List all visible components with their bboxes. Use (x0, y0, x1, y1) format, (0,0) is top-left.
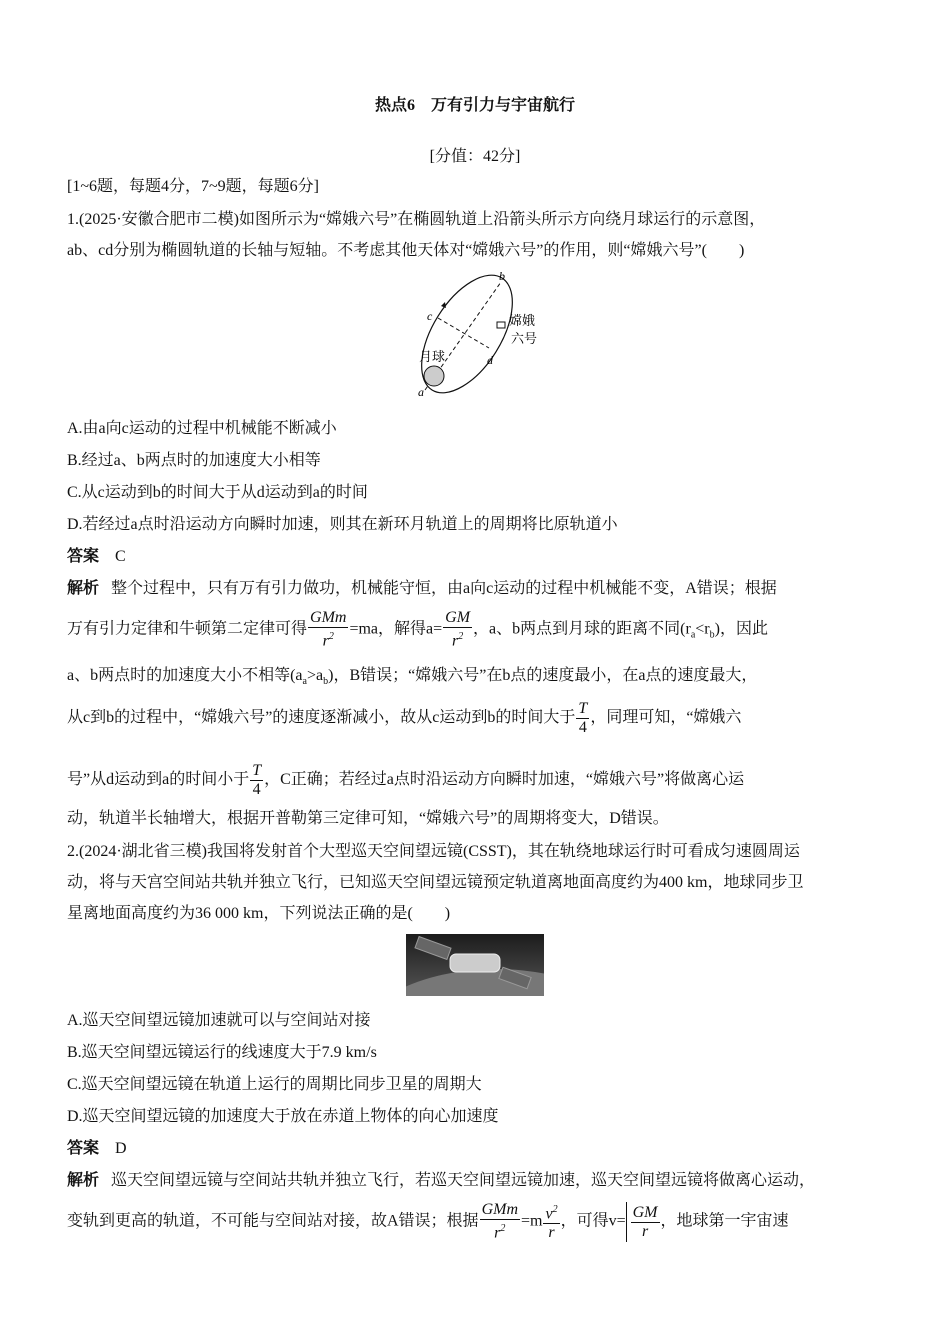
denominator: r (548, 1224, 555, 1242)
numerator: T (252, 761, 262, 779)
fraction-gm-r (631, 1204, 660, 1241)
analysis-text: =ma，解得a= (349, 620, 443, 638)
exponent: 2 (500, 1223, 506, 1234)
q1-option-a: A.由a向c运动的过程中机械能不断减小 (67, 420, 337, 437)
denominator (443, 628, 472, 650)
fraction-v2-r (543, 1201, 559, 1242)
q2-analysis-line-2 (67, 1201, 789, 1242)
subscript-b: b (709, 629, 715, 641)
q2-stem-line-2: 动，将与天宫空间站共轨并独立飞行，已知巡天空间望远镜预定轨道离地面高度约为400 km，地球同步卫 (67, 874, 804, 891)
fraction-gm-r2 (443, 609, 472, 650)
denominator-base: r (494, 1224, 501, 1242)
greater-than: >a (307, 667, 324, 684)
square-root (626, 1202, 661, 1242)
q2-option-c: C.巡天空间望远镜在轨道上运行的周期比同步卫星的周期大 (67, 1076, 482, 1093)
q1-option-b: B.经过a、b两点时的加速度大小相等 (67, 452, 321, 469)
subscript-a: a (690, 629, 696, 641)
denominator: 4 (578, 718, 587, 736)
answer-label: 答案 (67, 548, 100, 565)
telescope-body-icon (450, 954, 500, 972)
denominator-base: r (322, 632, 329, 650)
page-title: 热点6 万有引力与宇宙航行 (374, 97, 575, 114)
less-than: <r (695, 620, 710, 638)
q2-option-b: B.巡天空间望远镜运行的线速度大于7.9 km/s (67, 1044, 377, 1061)
exponent: 2 (458, 631, 464, 642)
q2-answer (67, 1138, 127, 1160)
q1-analysis-line-2 (67, 609, 768, 656)
q1-orbit-figure (405, 268, 545, 400)
q1-stem-line-1: 1.(2025·安徽合肥市二模)如图所示为“嫦娥六号”在椭圆轨道上沿箭头所示方向绕月球运行的示意图， (67, 211, 766, 228)
denominator (480, 1220, 520, 1242)
analysis-text: 号”从d运动到a的时间小于 (67, 771, 250, 788)
fraction-t-4 (250, 762, 263, 799)
q2-stem-line-3: 星离地面高度约为36 000 km，下列说法正确的是( ) (67, 905, 451, 922)
fraction-gmm-r2 (308, 609, 348, 650)
q1-answer (67, 546, 126, 568)
numerator: GM (445, 609, 471, 626)
exponent: 2 (328, 631, 334, 642)
moon-icon (424, 366, 444, 386)
score-info: [分值：42分] (429, 148, 521, 165)
analysis-text: ，可得v= (560, 1212, 626, 1230)
analysis-label: 解析 (67, 1172, 100, 1189)
fraction-t-4 (576, 700, 589, 737)
answer-label: 答案 (67, 1140, 100, 1157)
analysis-text: 从c到b的过程中，“嫦娥六号”的速度逐渐减小，故从c运动到b的时间大于 (67, 709, 576, 726)
denominator (308, 628, 348, 650)
analysis-text: ，因此 (719, 620, 768, 638)
label-a: a (418, 385, 424, 399)
fraction-gmm-r2 (480, 1201, 520, 1242)
exponent: 2 (552, 1204, 558, 1215)
label-b: b (499, 269, 505, 283)
label-craft-2: 六号 (511, 332, 538, 347)
scoring-rule: [1~6题，每题4分，7~9题，每题6分] (67, 178, 319, 195)
numerator: GM (632, 1203, 658, 1221)
label-d: d (487, 353, 493, 367)
q1-analysis-line-5 (67, 760, 744, 800)
analysis-text: =m (521, 1212, 543, 1230)
q2-stem-line-1: 2.(2024·湖北省三模)我国将发射首个大型巡天空间望远镜(CSST)，其在轨绕地球运行时可看成匀速圆周运 (67, 843, 800, 860)
label-c: c (427, 309, 433, 323)
answer-value: C (115, 548, 126, 565)
q1-analysis-line-3 (67, 665, 757, 693)
close-paren: ) (714, 620, 720, 638)
denominator-base: r (451, 632, 459, 650)
answer-value: D (115, 1140, 127, 1157)
denominator: 4 (252, 780, 261, 798)
numerator: GMm (310, 609, 347, 626)
q1-option-c: C.从c运动到b的时间大于从d运动到a的时间 (67, 484, 368, 501)
analysis-label: 解析 (67, 580, 100, 597)
q2-option-a: A.巡天空间望远镜加速就可以与空间站对接 (67, 1012, 371, 1029)
minor-axis (438, 318, 489, 348)
analysis-text: 万有引力定律和牛顿第二定律可得 (67, 620, 308, 638)
analysis-text: ，地球第一宇宙速 (660, 1212, 789, 1230)
q1-analysis-line-1 (67, 578, 777, 600)
numerator: GMm (481, 1201, 518, 1218)
numerator-base: v (545, 1205, 553, 1223)
analysis-text: 变轨到更高的轨道，不可能与空间站对接，故A错误；根据 (67, 1212, 479, 1230)
analysis-text: ，a、b两点到月球的距离不同(r (473, 620, 691, 638)
q1-stem-line-2: ab、cd分别为椭圆轨道的长轴与短轴。不考虑其他天体对“嫦娥六号”的作用，则“嫦娥六号”( ) (67, 242, 745, 259)
analysis-text: 巡天空间望远镜与空间站共轨并独立飞行，若巡天空间望远镜加速，巡天空间望远镜将做离心运动， (111, 1172, 816, 1189)
numerator (543, 1201, 559, 1224)
analysis-text: a、b两点时的加速度大小不相等(a (67, 667, 303, 684)
q1-analysis-line-4 (67, 698, 741, 738)
q2-analysis-line-1 (67, 1170, 815, 1192)
analysis-text: 整个过程中，只有万有引力做功，机械能守恒，由a向c运动的过程中机械能不变，A错误；根据 (111, 580, 777, 597)
subscript-b: b (323, 676, 329, 688)
numerator: T (578, 699, 588, 717)
q1-option-d: D.若经过a点时沿运动方向瞬时加速，则其在新环月轨道上的周期将比原轨道小 (67, 516, 618, 533)
q1-analysis-line-6: 动，轨道半长轴增大，根据开普勒第三定律可知，“嫦娥六号”的周期将变大，D错误。 (67, 810, 669, 827)
label-craft-1: 嫦娥 (509, 314, 536, 329)
analysis-text: ，同理可知，“嫦娥六 (590, 709, 742, 726)
q2-option-d: D.巡天空间望远镜的加速度大于放在赤道上物体的向心加速度 (67, 1108, 499, 1125)
label-moon: 月球 (419, 350, 446, 365)
denominator: r (641, 1222, 649, 1240)
analysis-text: )，B错误；“嫦娥六号”在b点的速度最小，在a点的速度最大， (328, 667, 758, 684)
q2-telescope-photo (406, 934, 544, 996)
spacecraft-icon (497, 322, 505, 328)
subscript-a: a (302, 676, 307, 688)
analysis-text: ，C正确；若经过a点时沿运动方向瞬时加速，“嫦娥六号”将做离心运 (264, 771, 745, 788)
